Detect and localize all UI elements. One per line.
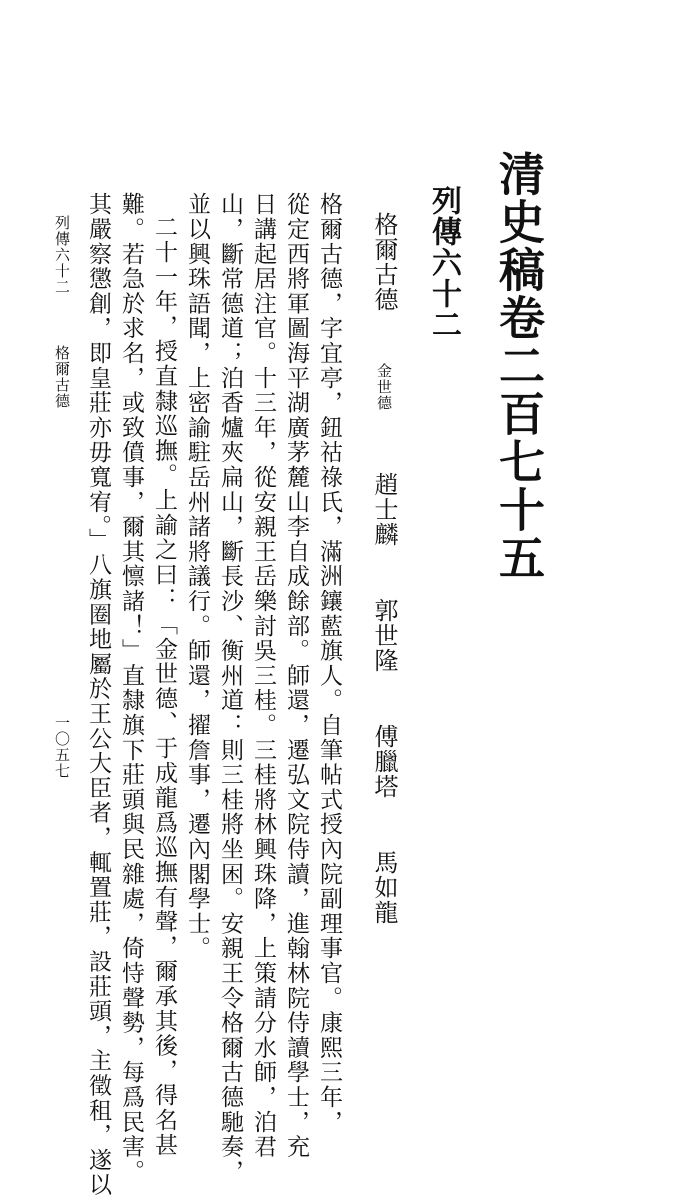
body-line: 日講起居注官。十三年，從安親王岳樂討吳三桂。三桂將林興珠降，上策請分水師，泊君 [250,192,276,1160]
page-number: 一〇五七 [53,715,71,779]
biography-name: 馬如龍 [370,850,398,925]
biography-name: 趙士麟 [370,472,398,547]
body-line: 難。若急於求名，或致僨事，爾其懔諸！」直隸旗下莊頭與民雜處，倚恃聲勢，每爲民害。 [118,192,144,1184]
body-line: 從定西將軍圖海平湖廣茅麓山李自成餘部。師還，遷弘文院侍讀，進翰林院侍讀學士，充 [283,192,309,1160]
biography-name: 傅臘塔 [370,724,398,799]
biography-name: 格爾古德 [370,212,398,312]
body-line: 並以興珠語聞，上密諭駐岳州諸將議行。師還，擢詹事，遷內閣學士。 [184,192,210,961]
biography-name-appended: 金世德 [375,363,393,411]
section-subtitle: 列傳六十二 [426,185,461,340]
footer-subject-label: 格爾古德 [53,345,71,409]
biography-name: 郭世隆 [370,598,398,673]
body-line: 二十一年，授直隸巡撫。上諭之曰：「金世德、于成龍爲巡撫有聲，爾承其後，得名甚 [151,215,177,1158]
body-line: 格爾古德，字宜亭，鈕祜祿氏，滿洲鑲藍旗人。自筆帖式授內院副理事官。康熙三年， [316,192,342,1135]
biography-names-list [370,212,398,925]
body-line: 其嚴察懲創，即皇莊亦毋寬宥。」八旗圈地屬於王公大臣者，輒置莊，設莊頭，主徵租，遂以 [85,192,111,1197]
footer-section-label: 列傳六十二 [53,215,71,295]
body-line: 山，斷常德道；泊香爐夾扁山，斷長沙、衡州道：則三桂將坐困。安親王令格爾古德馳奏， [217,192,243,1184]
page-title: 清史稿卷二百七十五 [492,150,546,582]
